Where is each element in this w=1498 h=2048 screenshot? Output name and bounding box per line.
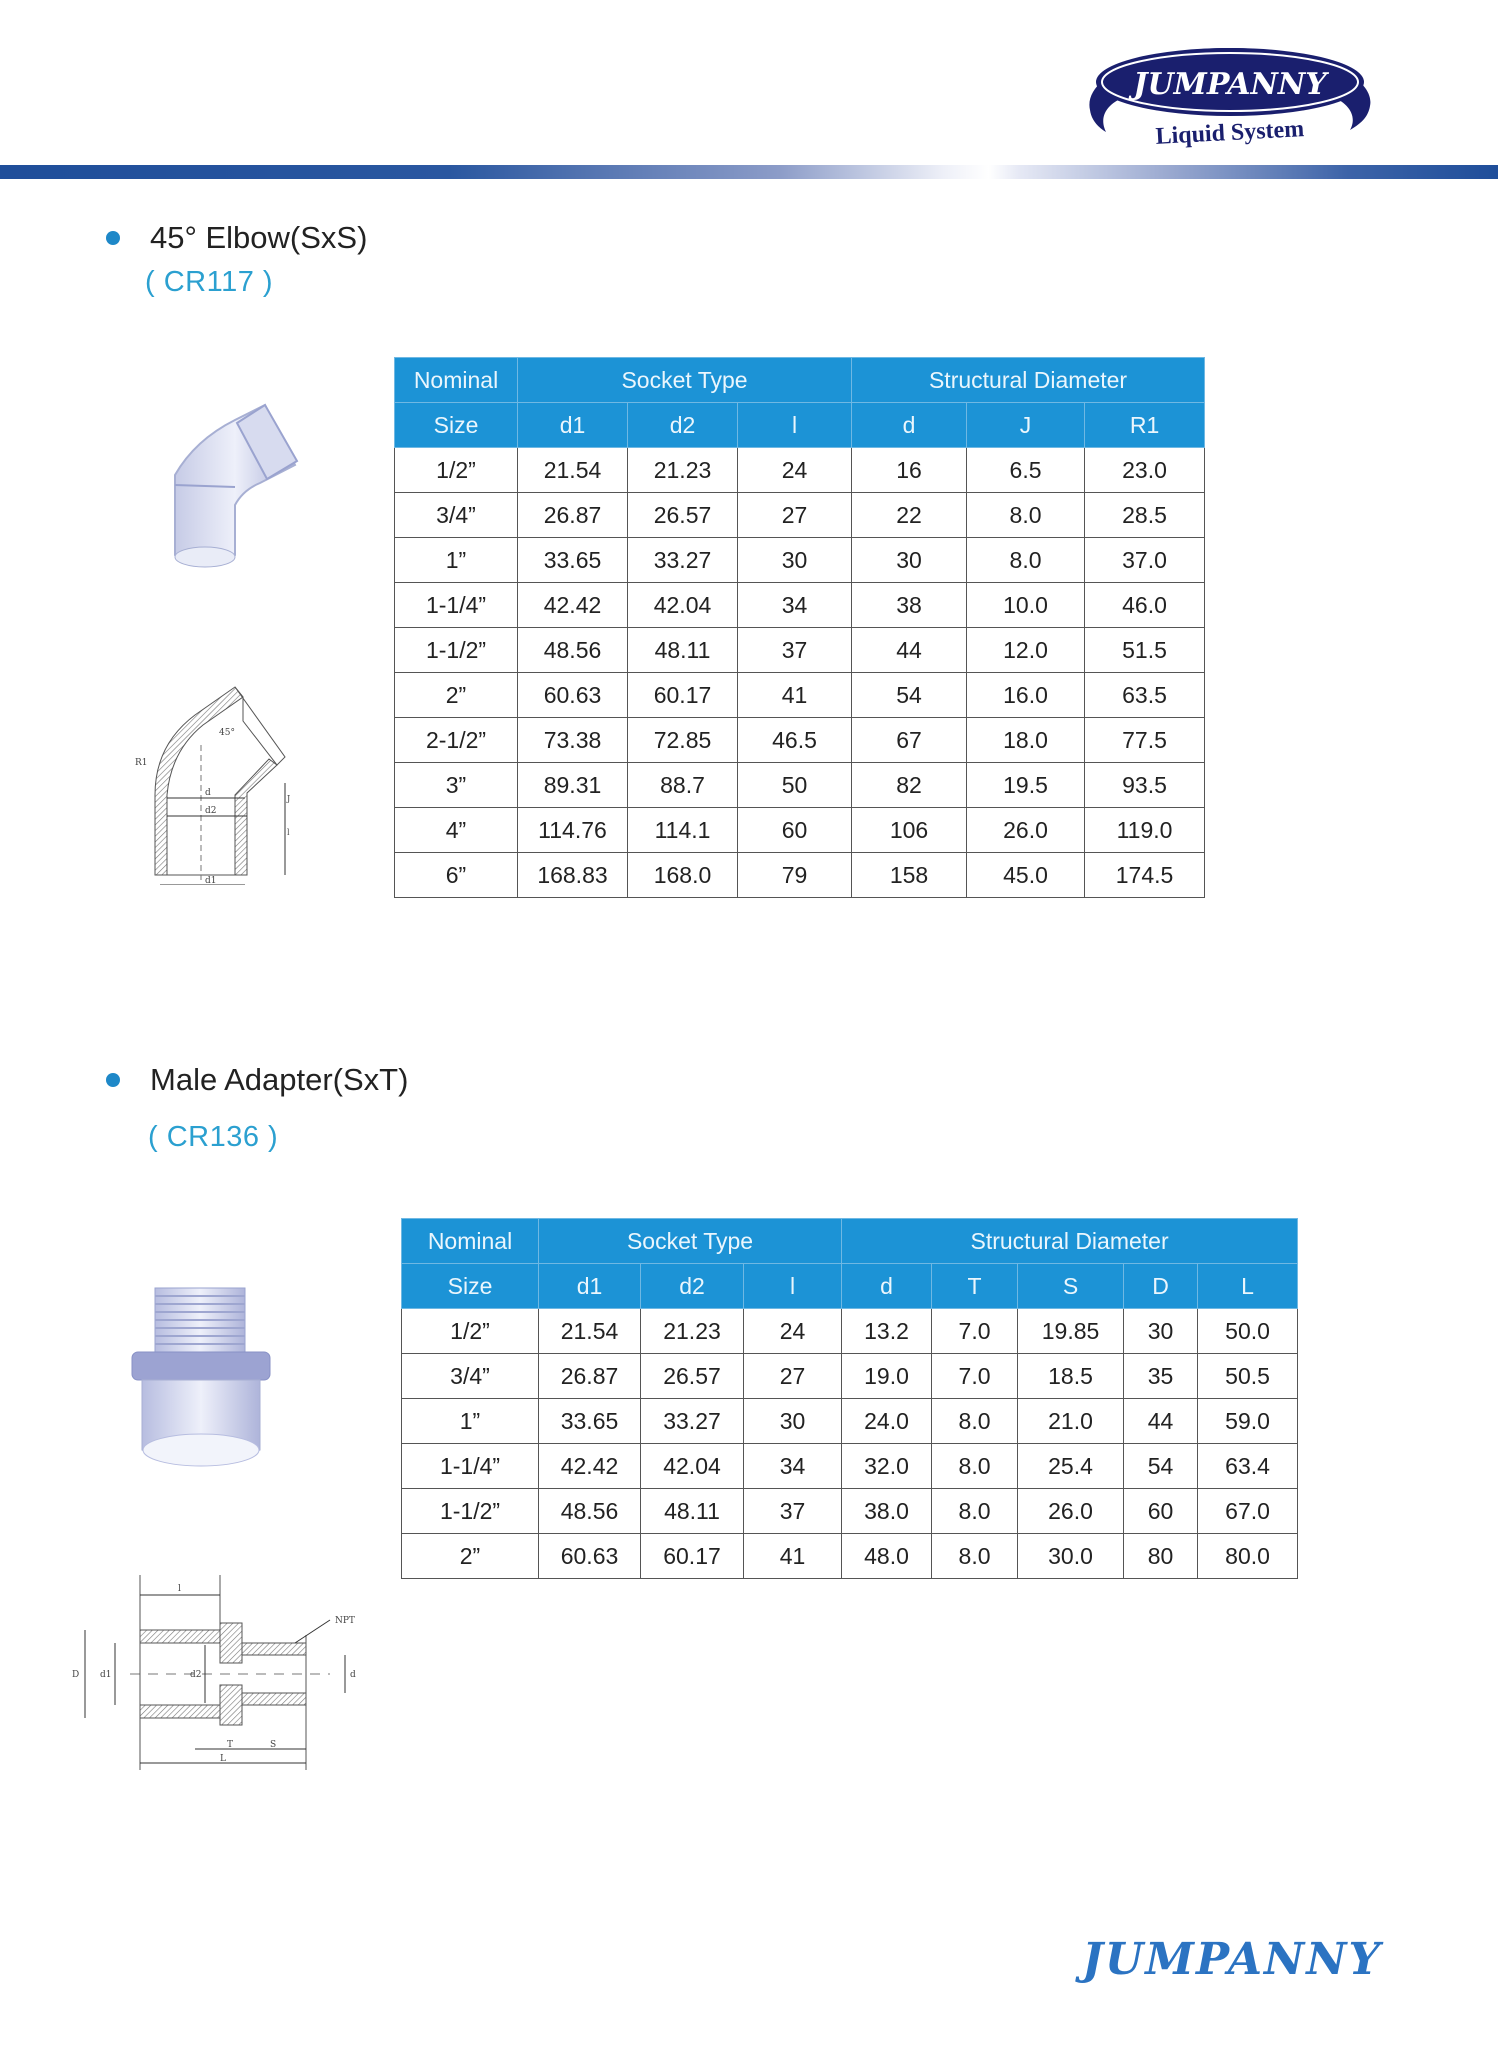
cell-j: 8.0 bbox=[967, 538, 1085, 583]
section-title-male-adapter bbox=[106, 1062, 408, 1098]
cell-d: 30 bbox=[852, 538, 967, 583]
cell-j: 19.5 bbox=[967, 763, 1085, 808]
header-socket-type: Socket Type bbox=[539, 1219, 842, 1264]
cell-l: 50 bbox=[738, 763, 852, 808]
cell-s: 25.4 bbox=[1018, 1444, 1124, 1489]
cell-l: 50.0 bbox=[1198, 1309, 1298, 1354]
male-adapter-photo bbox=[130, 1280, 275, 1480]
cell-s: 19.85 bbox=[1018, 1309, 1124, 1354]
label-d1: d1 bbox=[100, 1670, 112, 1680]
cell-t: 7.0 bbox=[932, 1354, 1018, 1399]
cell-r1: 23.0 bbox=[1085, 448, 1205, 493]
cell-d1: 114.76 bbox=[518, 808, 628, 853]
cell-d: 35 bbox=[1124, 1354, 1198, 1399]
footer-logo-text: JUMPANNY bbox=[1082, 1934, 1382, 1985]
table-row bbox=[402, 1489, 1298, 1534]
product-code: ( CR136 ) bbox=[148, 1121, 279, 1153]
cell-size: 1-1/4” bbox=[395, 583, 518, 628]
cell-d: 16 bbox=[852, 448, 967, 493]
cell-s: 18.5 bbox=[1018, 1354, 1124, 1399]
cell-size: 2-1/2” bbox=[395, 718, 518, 763]
cell-d1: 48.56 bbox=[518, 628, 628, 673]
column-header-d1: d1 bbox=[518, 403, 628, 448]
column-header-r1: R1 bbox=[1085, 403, 1205, 448]
cell-d1: 60.63 bbox=[539, 1534, 641, 1579]
column-header-d2: d2 bbox=[641, 1264, 744, 1309]
cell-d1: 26.87 bbox=[539, 1354, 641, 1399]
header-structural-diameter: Structural Diameter bbox=[852, 358, 1205, 403]
cell-d1: 48.56 bbox=[539, 1489, 641, 1534]
cell-d: 60 bbox=[1124, 1489, 1198, 1534]
cell-size: 4” bbox=[395, 808, 518, 853]
column-header-d: D bbox=[1124, 1264, 1198, 1309]
label-l: l bbox=[178, 1584, 181, 1594]
cell-size: 3/4” bbox=[395, 493, 518, 538]
column-header-d2: d2 bbox=[628, 403, 738, 448]
cell-size: 1” bbox=[402, 1399, 539, 1444]
cell-j: 12.0 bbox=[967, 628, 1085, 673]
cell-d: 30 bbox=[1124, 1309, 1198, 1354]
cell-l: 79 bbox=[738, 853, 852, 898]
cell-d2: 26.57 bbox=[628, 493, 738, 538]
elbow-photo bbox=[165, 395, 310, 575]
cell-d: 80 bbox=[1124, 1534, 1198, 1579]
label-d: d bbox=[205, 788, 211, 798]
header-nominal: Nominal bbox=[395, 358, 518, 403]
cell-d2: 21.23 bbox=[641, 1309, 744, 1354]
cell-size: 1/2” bbox=[395, 448, 518, 493]
cell-d1: 42.42 bbox=[539, 1444, 641, 1489]
cell-d2: 168.0 bbox=[628, 853, 738, 898]
cell-r1: 93.5 bbox=[1085, 763, 1205, 808]
label-S: S bbox=[270, 1740, 277, 1750]
cell-l: 30 bbox=[738, 538, 852, 583]
label-d2: d2 bbox=[205, 806, 217, 816]
cell-d2: 88.7 bbox=[628, 763, 738, 808]
cell-d: 32.0 bbox=[842, 1444, 932, 1489]
table-row bbox=[395, 718, 1205, 763]
cell-r1: 46.0 bbox=[1085, 583, 1205, 628]
cell-d1: 89.31 bbox=[518, 763, 628, 808]
cell-d2: 60.17 bbox=[628, 673, 738, 718]
cell-d: 38.0 bbox=[842, 1489, 932, 1534]
cell-j: 26.0 bbox=[967, 808, 1085, 853]
cell-r1: 119.0 bbox=[1085, 808, 1205, 853]
cell-d: 19.0 bbox=[842, 1354, 932, 1399]
column-header-t: T bbox=[932, 1264, 1018, 1309]
table-row bbox=[402, 1399, 1298, 1444]
logo-tagline: Liquid System bbox=[1154, 116, 1305, 150]
cell-s: 30.0 bbox=[1018, 1534, 1124, 1579]
label-l: l bbox=[287, 828, 290, 837]
cell-t: 8.0 bbox=[932, 1444, 1018, 1489]
cell-size: 3/4” bbox=[402, 1354, 539, 1399]
label-d2: d2 bbox=[190, 1670, 202, 1680]
cell-d1: 42.42 bbox=[518, 583, 628, 628]
table-row bbox=[395, 808, 1205, 853]
cell-d: 54 bbox=[852, 673, 967, 718]
table-row bbox=[402, 1354, 1298, 1399]
cell-l: 24 bbox=[744, 1309, 842, 1354]
cell-d1: 73.38 bbox=[518, 718, 628, 763]
cell-d1: 33.65 bbox=[518, 538, 628, 583]
cell-d2: 33.27 bbox=[641, 1399, 744, 1444]
male-adapter-spec-table bbox=[401, 1218, 1298, 1579]
cell-l: 60 bbox=[738, 808, 852, 853]
cell-l: 30 bbox=[744, 1399, 842, 1444]
column-header-l: l bbox=[738, 403, 852, 448]
bullet-icon bbox=[106, 1073, 120, 1087]
table-row bbox=[402, 1309, 1298, 1354]
cell-s: 21.0 bbox=[1018, 1399, 1124, 1444]
cell-d: 158 bbox=[852, 853, 967, 898]
cell-r1: 77.5 bbox=[1085, 718, 1205, 763]
column-header-size: Size bbox=[395, 403, 518, 448]
label-T: T bbox=[227, 1740, 234, 1750]
cell-d: 67 bbox=[852, 718, 967, 763]
table-row bbox=[395, 853, 1205, 898]
cell-j: 18.0 bbox=[967, 718, 1085, 763]
cell-d: 44 bbox=[852, 628, 967, 673]
cell-d2: 26.57 bbox=[641, 1354, 744, 1399]
cell-l: 80.0 bbox=[1198, 1534, 1298, 1579]
product-name: 45° Elbow(SxS) bbox=[150, 220, 368, 255]
cell-d2: 72.85 bbox=[628, 718, 738, 763]
cell-r1: 51.5 bbox=[1085, 628, 1205, 673]
cell-d1: 26.87 bbox=[518, 493, 628, 538]
label-d1: d1 bbox=[205, 876, 217, 885]
table-row bbox=[395, 628, 1205, 673]
cell-l: 46.5 bbox=[738, 718, 852, 763]
cell-d2: 33.27 bbox=[628, 538, 738, 583]
group-header-row bbox=[402, 1219, 1298, 1264]
cell-size: 2” bbox=[395, 673, 518, 718]
cell-j: 10.0 bbox=[967, 583, 1085, 628]
header-structural-diameter: Structural Diameter bbox=[842, 1219, 1298, 1264]
column-header-size: Size bbox=[402, 1264, 539, 1309]
cell-t: 7.0 bbox=[932, 1309, 1018, 1354]
cell-d: 82 bbox=[852, 763, 967, 808]
table-row bbox=[402, 1444, 1298, 1489]
table-row bbox=[395, 493, 1205, 538]
label-angle: 45° bbox=[219, 728, 235, 738]
cell-r1: 63.5 bbox=[1085, 673, 1205, 718]
label-j: J bbox=[287, 794, 291, 803]
cell-l: 27 bbox=[738, 493, 852, 538]
cell-l: 67.0 bbox=[1198, 1489, 1298, 1534]
label-L: L bbox=[220, 1754, 226, 1764]
cell-d: 48.0 bbox=[842, 1534, 932, 1579]
table-row bbox=[395, 763, 1205, 808]
table-row bbox=[395, 448, 1205, 493]
cell-s: 26.0 bbox=[1018, 1489, 1124, 1534]
cell-l: 27 bbox=[744, 1354, 842, 1399]
table-row bbox=[395, 538, 1205, 583]
label-npt: NPT bbox=[335, 1616, 355, 1626]
column-header-j: J bbox=[967, 403, 1085, 448]
column-header-d: d bbox=[852, 403, 967, 448]
label-d: d bbox=[350, 1670, 356, 1680]
table-row bbox=[402, 1534, 1298, 1579]
header-stripe bbox=[0, 165, 1498, 179]
table-row bbox=[395, 583, 1205, 628]
cell-j: 6.5 bbox=[967, 448, 1085, 493]
cell-l: 24 bbox=[738, 448, 852, 493]
column-header-l: L bbox=[1198, 1264, 1298, 1309]
table-row bbox=[395, 673, 1205, 718]
cell-l: 63.4 bbox=[1198, 1444, 1298, 1489]
cell-d: 13.2 bbox=[842, 1309, 932, 1354]
brand-logo bbox=[1078, 40, 1380, 150]
cell-d: 44 bbox=[1124, 1399, 1198, 1444]
cell-d2: 48.11 bbox=[628, 628, 738, 673]
cell-l: 34 bbox=[738, 583, 852, 628]
cell-size: 3” bbox=[395, 763, 518, 808]
elbow-drawing bbox=[135, 675, 295, 885]
column-header-d1: d1 bbox=[539, 1264, 641, 1309]
cell-r1: 28.5 bbox=[1085, 493, 1205, 538]
column-header-row bbox=[402, 1264, 1298, 1309]
cell-size: 6” bbox=[395, 853, 518, 898]
product-code: ( CR117 ) bbox=[145, 266, 274, 298]
cell-d2: 114.1 bbox=[628, 808, 738, 853]
logo-name: JUMPANNY bbox=[1133, 67, 1327, 102]
product-name: Male Adapter(SxT) bbox=[150, 1062, 409, 1097]
elbow-spec-table bbox=[394, 357, 1205, 898]
cell-l: 34 bbox=[744, 1444, 842, 1489]
column-header-l: l bbox=[744, 1264, 842, 1309]
cell-t: 8.0 bbox=[932, 1534, 1018, 1579]
cell-l: 59.0 bbox=[1198, 1399, 1298, 1444]
label-r1: R1 bbox=[135, 758, 148, 768]
cell-size: 1-1/2” bbox=[402, 1489, 539, 1534]
cell-d1: 21.54 bbox=[518, 448, 628, 493]
cell-l: 41 bbox=[744, 1534, 842, 1579]
cell-l: 50.5 bbox=[1198, 1354, 1298, 1399]
cell-j: 8.0 bbox=[967, 493, 1085, 538]
group-header-row bbox=[395, 358, 1205, 403]
cell-d2: 42.04 bbox=[641, 1444, 744, 1489]
cell-d2: 60.17 bbox=[641, 1534, 744, 1579]
cell-d1: 60.63 bbox=[518, 673, 628, 718]
label-D: D bbox=[72, 1670, 80, 1680]
cell-d2: 21.23 bbox=[628, 448, 738, 493]
column-header-d: d bbox=[842, 1264, 932, 1309]
cell-d1: 33.65 bbox=[539, 1399, 641, 1444]
cell-t: 8.0 bbox=[932, 1399, 1018, 1444]
cell-d2: 42.04 bbox=[628, 583, 738, 628]
cell-size: 1-1/4” bbox=[402, 1444, 539, 1489]
cell-d: 24.0 bbox=[842, 1399, 932, 1444]
cell-d: 22 bbox=[852, 493, 967, 538]
male-adapter-drawing bbox=[70, 1565, 370, 1775]
bullet-icon bbox=[106, 231, 120, 245]
cell-j: 45.0 bbox=[967, 853, 1085, 898]
cell-j: 16.0 bbox=[967, 673, 1085, 718]
cell-r1: 37.0 bbox=[1085, 538, 1205, 583]
column-header-row bbox=[395, 403, 1205, 448]
cell-size: 2” bbox=[402, 1534, 539, 1579]
cell-l: 41 bbox=[738, 673, 852, 718]
cell-t: 8.0 bbox=[932, 1489, 1018, 1534]
cell-l: 37 bbox=[738, 628, 852, 673]
cell-d: 38 bbox=[852, 583, 967, 628]
header-nominal: Nominal bbox=[402, 1219, 539, 1264]
header-socket-type: Socket Type bbox=[518, 358, 852, 403]
cell-d1: 168.83 bbox=[518, 853, 628, 898]
cell-d: 54 bbox=[1124, 1444, 1198, 1489]
cell-size: 1” bbox=[395, 538, 518, 583]
cell-l: 37 bbox=[744, 1489, 842, 1534]
cell-d: 106 bbox=[852, 808, 967, 853]
cell-size: 1-1/2” bbox=[395, 628, 518, 673]
cell-size: 1/2” bbox=[402, 1309, 539, 1354]
cell-d1: 21.54 bbox=[539, 1309, 641, 1354]
footer-logo bbox=[1062, 1928, 1402, 1988]
section-title-elbow bbox=[106, 220, 367, 256]
column-header-s: S bbox=[1018, 1264, 1124, 1309]
cell-d2: 48.11 bbox=[641, 1489, 744, 1534]
cell-r1: 174.5 bbox=[1085, 853, 1205, 898]
